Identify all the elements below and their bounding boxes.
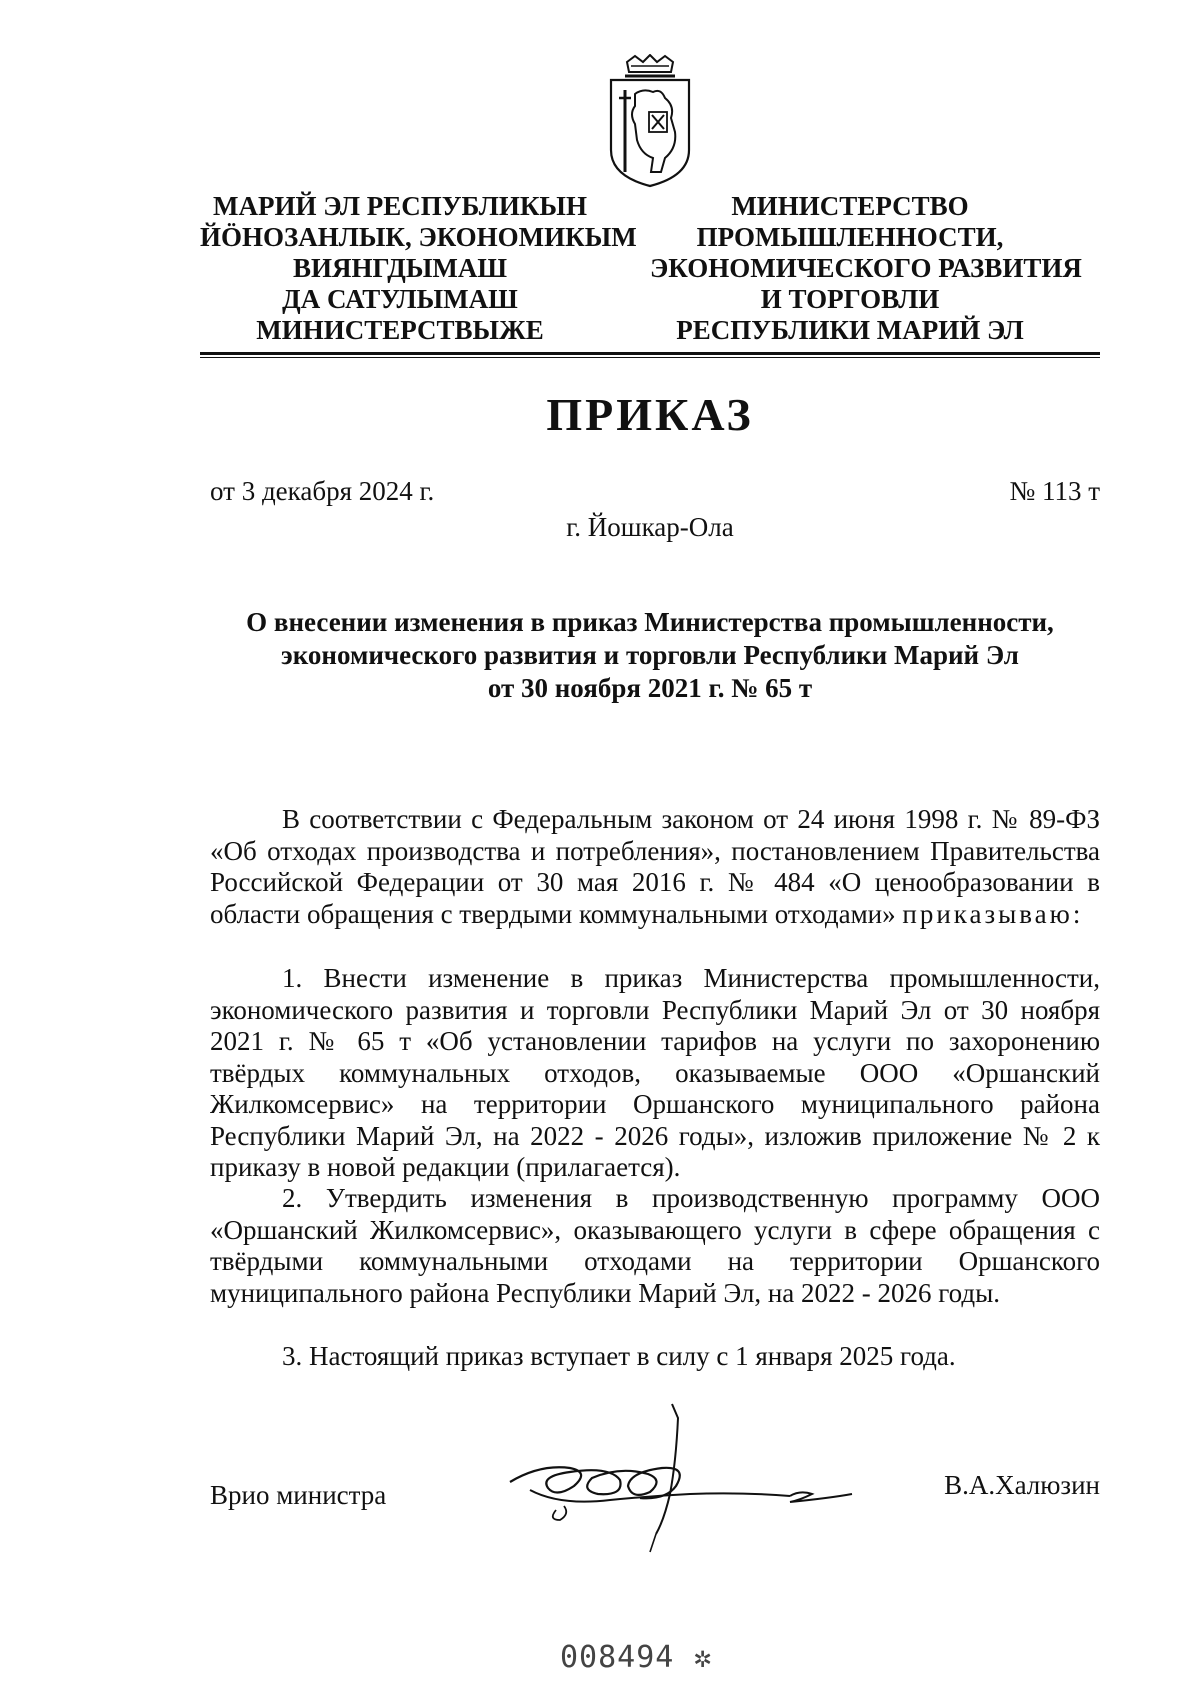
document-date: от 3 декабря 2024 г. bbox=[210, 476, 435, 506]
order-item-2: 2. Утвердить изменения в производственную программу ООО «Оршанский Жилкомсервис», оказывающего услуги в сфере обращения с твёрдыми коммунальными отходами на территории Оршанского муниципального района Республики Марий Эл, на 2022 - 2026 годы. bbox=[210, 1183, 1100, 1308]
preamble-paragraph bbox=[210, 804, 1100, 930]
stamp-mark-icon: ✲ bbox=[693, 1640, 713, 1675]
subject-line: экономического развития и торговли Республики Марий Эл bbox=[281, 640, 1019, 670]
header-divider-thin bbox=[200, 357, 1100, 358]
subject-line: от 30 ноября 2021 г. № 65 т bbox=[487, 673, 813, 703]
ministry-name-mari bbox=[200, 191, 637, 346]
signer-position: Врио министра bbox=[210, 1480, 387, 1510]
header-right-line: РЕСПУБЛИКИ МАРИЙ ЭЛ bbox=[676, 315, 1024, 345]
document-title: ПРИКАЗ bbox=[546, 389, 754, 440]
header-right-line: И ТОРГОВЛИ bbox=[760, 284, 940, 314]
document-subject bbox=[200, 606, 1100, 705]
coat-of-arms-icon bbox=[605, 54, 695, 196]
document-number: № 113 т bbox=[1009, 476, 1100, 506]
header-left-line: МАРИЙ ЭЛ РЕСПУБЛИКЫН bbox=[213, 191, 587, 221]
header-right-line: ЭКОНОМИЧЕСКОГО РАЗВИТИЯ bbox=[650, 253, 1082, 283]
preamble-text: В соответствии с Федеральным законом от 24 июня 1998 г. № 89-ФЗ «Об отходах производства и потребления», постановлением Правительства Российской Федерации от 30 мая 2016 г. № 484 «О ценообразовании в области обращения с твердыми коммунальными отходами» bbox=[210, 804, 1100, 929]
header-left-line: ДА САТУЛЫМАШ bbox=[282, 284, 518, 314]
order-word: приказываю: bbox=[902, 898, 1084, 929]
header-divider bbox=[200, 352, 1100, 355]
document-city: г. Йошкар-Ола bbox=[566, 512, 734, 542]
ministry-name-russian bbox=[650, 191, 1082, 346]
header-left-line: МИНИСТЕРСТВЫЖЕ bbox=[256, 315, 544, 345]
order-item-1: 1. Внести изменение в приказ Министерства промышленности, экономического развития и торговли Республики Марий Эл от 30 ноября 2021 г. № 65 т «Об установлении тарифов на услуги по захоронению твёрдых коммунальных отходов, оказываемые ООО «Оршанский Жилкомсервис» на территории Оршанского муниципального района Республики Марий Эл, на 2022 - 2026 годы», изложив приложение № 2 к приказу в новой редакции (прилагается). bbox=[210, 963, 1100, 1182]
subject-line: О внесении изменения в приказ Министерства промышленности, bbox=[246, 607, 1054, 637]
handwritten-signature bbox=[500, 1402, 920, 1602]
serial-number-stamp bbox=[560, 1640, 713, 1675]
serial-number: 008494 bbox=[560, 1640, 675, 1675]
header-right-line: МИНИСТЕРСТВО bbox=[731, 191, 969, 221]
signer-name: В.А.Халюзин bbox=[944, 1470, 1100, 1500]
header-right-line: ПРОМЫШЛЕННОСТИ, bbox=[696, 222, 1004, 252]
order-item-3: 3. Настоящий приказ вступает в силу с 1 января 2025 года. bbox=[282, 1341, 956, 1371]
header-left-line: ВИЯНГДЫМАШ bbox=[292, 253, 508, 283]
header-left-line: ЙӦНОЗАНЛЫК, ЭКОНОМИКЫМ bbox=[200, 222, 637, 252]
